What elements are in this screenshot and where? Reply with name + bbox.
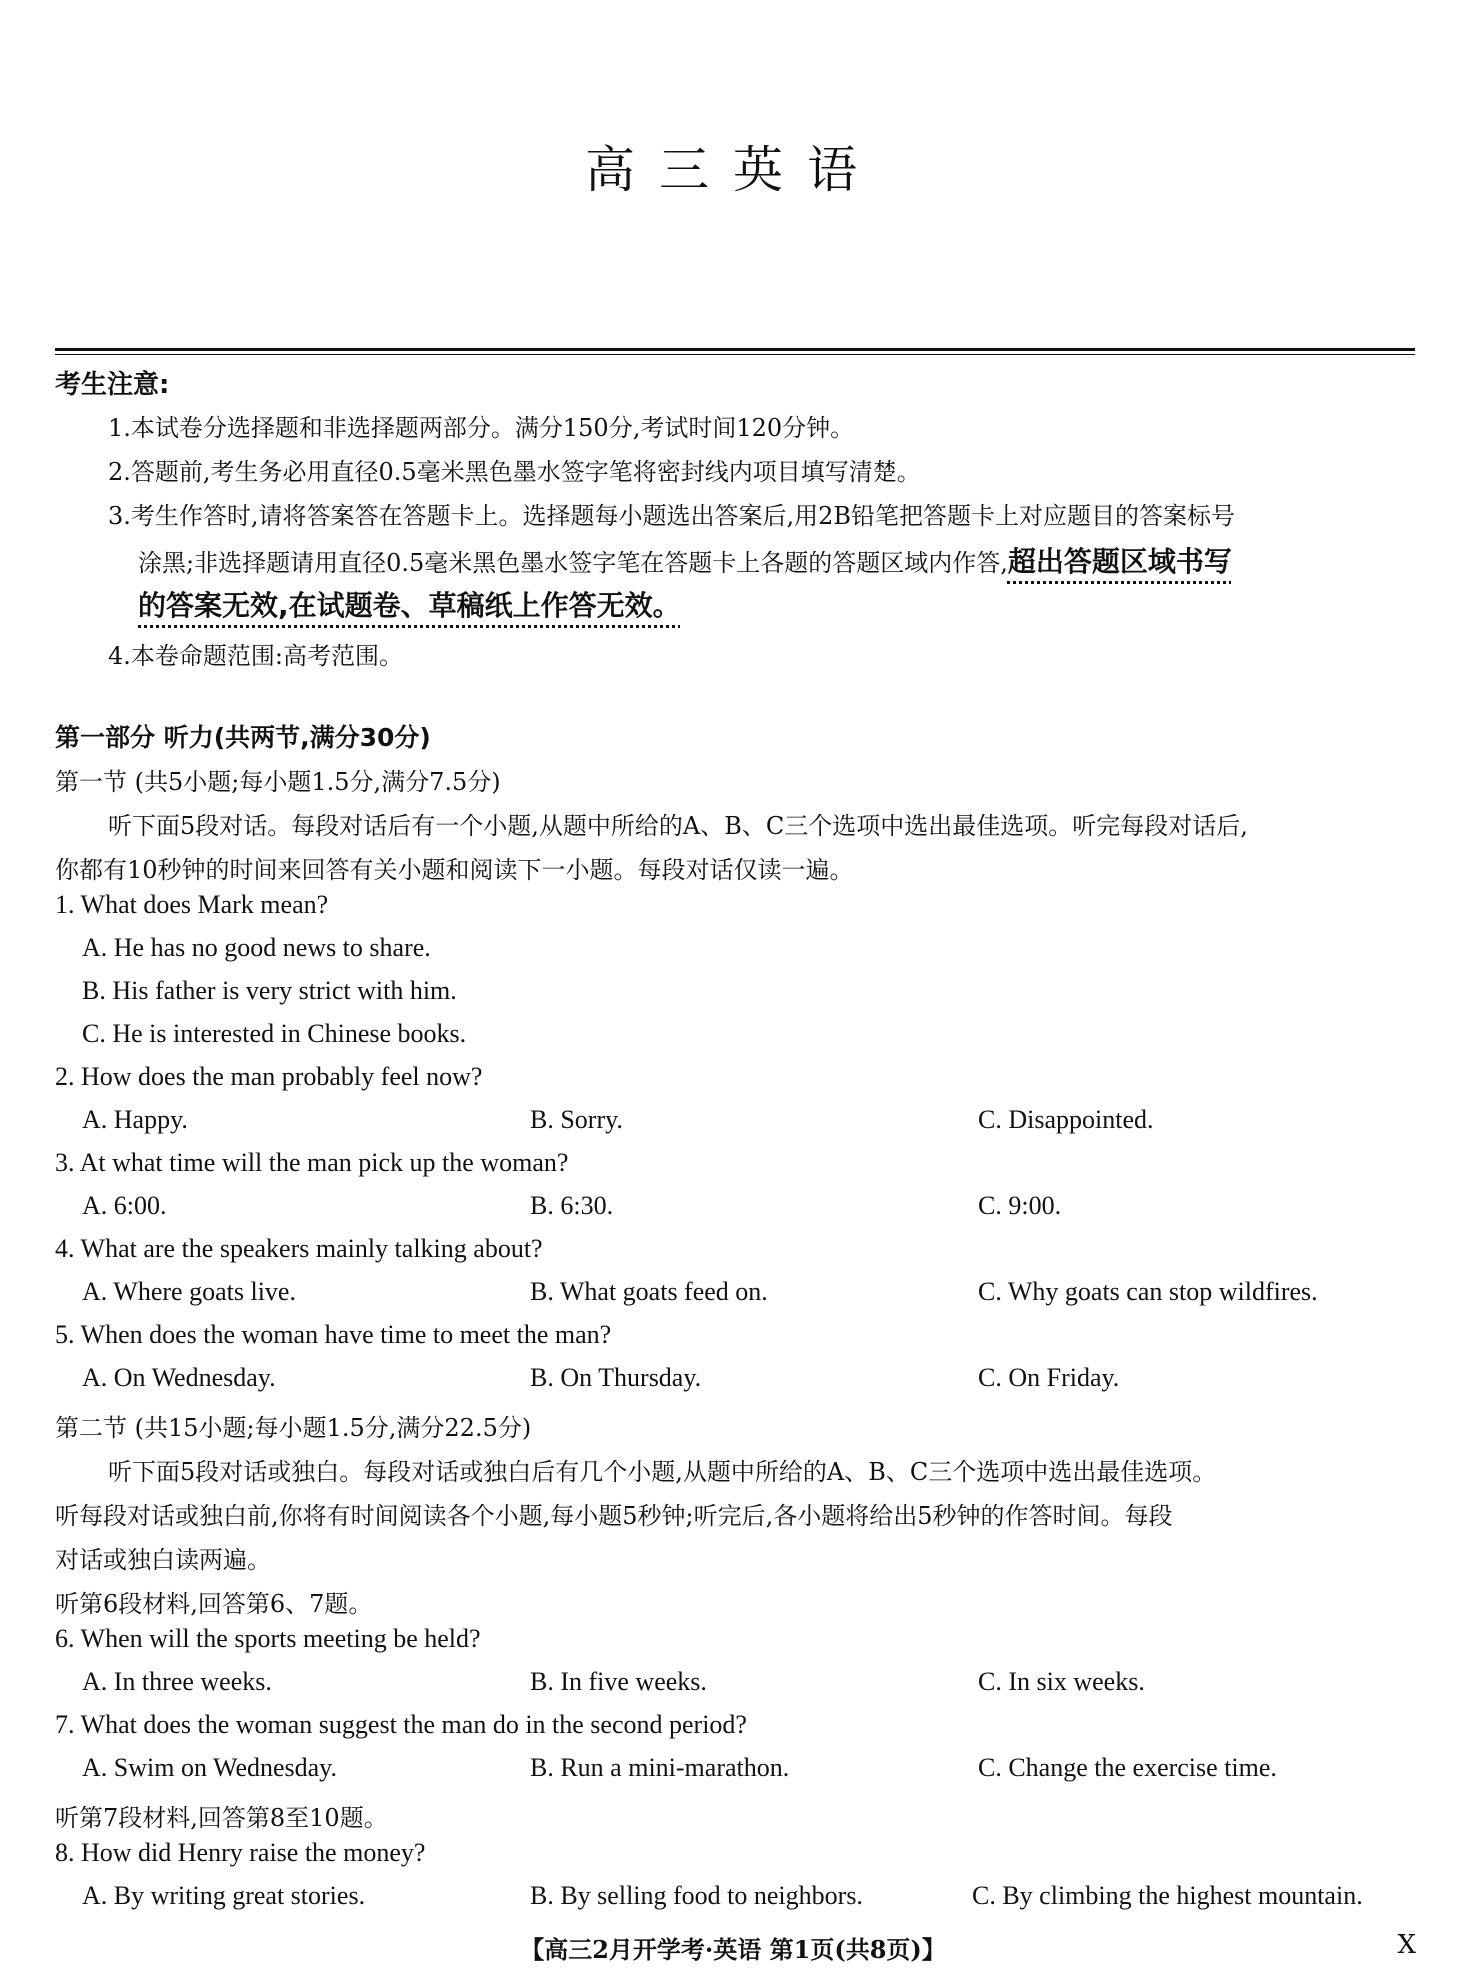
section2-heading: 第二节 (共15小题;每小题1.5分,满分22.5分) (55, 1414, 532, 1442)
q4-stem: 4. What are the speakers mainly talking about? (55, 1234, 543, 1263)
q7-option-c: C. Change the exercise time. (978, 1753, 1277, 1782)
q2-stem: 2. How does the man probably feel now? (55, 1062, 483, 1091)
q6-option-c: C. In six weeks. (978, 1667, 1145, 1696)
material-6-instruction: 听第6段材料,回答第6、7题。 (55, 1590, 373, 1618)
q3-option-a: A. 6:00. (82, 1191, 167, 1220)
q3-stem: 3. At what time will the man pick up the woman? (55, 1148, 569, 1177)
page-code: X (1397, 1930, 1416, 1960)
q5-option-b: B. On Thursday. (530, 1363, 702, 1392)
q6-option-b: B. In five weeks. (530, 1667, 707, 1696)
page-title: 高三英语 (585, 141, 881, 199)
section2-instructions-line1: 听下面5段对话或独白。每段对话或独白后有几个小题,从题中所给的A、B、C三个选项中选出最佳选项。 (108, 1458, 1217, 1486)
q7-option-a: A. Swim on Wednesday. (82, 1753, 337, 1782)
notice-item-3-line3: 的答案无效,在试题卷、草稿纸上作答无效。 (138, 589, 681, 622)
notice-heading: 考生注意: (55, 370, 170, 400)
q2-option-b: B. Sorry. (530, 1105, 623, 1134)
q2-option-c: C. Disappointed. (978, 1105, 1154, 1134)
page-footer: 【高三2月开学考·英语 第1页(共8页)】 (520, 1935, 946, 1964)
q4-option-c: C. Why goats can stop wildfires. (978, 1277, 1318, 1306)
q8-option-b: B. By selling food to neighbors. (530, 1881, 863, 1910)
notice-item-1: 1.本试卷分选择题和非选择题两部分。满分150分,考试时间120分钟。 (108, 414, 855, 442)
q7-option-b: B. Run a mini-marathon. (530, 1753, 790, 1782)
notice-item-3-emphasis: 超出答题区域书写 (1007, 545, 1232, 578)
section2-instructions-line3: 对话或独白读两遍。 (55, 1546, 271, 1574)
q3-option-c: C. 9:00. (978, 1191, 1062, 1220)
q4-option-a: A. Where goats live. (82, 1277, 296, 1306)
section2-instructions-line2: 听每段对话或独白前,你将有时间阅读各个小题,每小题5秒钟;听完后,各小题将给出5秒钟的作答时间。每段 (55, 1502, 1173, 1530)
q1-option-b: B. His father is very strict with him. (82, 976, 457, 1005)
q1-option-c: C. He is interested in Chinese books. (82, 1019, 467, 1048)
q2-option-a: A. Happy. (82, 1105, 188, 1134)
q1-option-a: A. He has no good news to share. (82, 933, 431, 962)
q8-option-c: C. By climbing the highest mountain. (972, 1881, 1363, 1910)
q6-option-a: A. In three weeks. (82, 1667, 272, 1696)
header-divider-thin (55, 354, 1415, 355)
q5-option-a: A. On Wednesday. (82, 1363, 276, 1392)
q3-option-b: B. 6:30. (530, 1191, 614, 1220)
part1-heading: 第一部分 听力(共两节,满分30分) (55, 723, 431, 752)
notice-item-3-line1: 3.考生作答时,请将答案答在答题卡上。选择题每小题选出答案后,用2B铅笔把答题卡上对应题目的答案标号 (108, 502, 1236, 530)
notice-item-2: 2.答题前,考生务必用直径0.5毫米黑色墨水签字笔将密封线内项目填写清楚。 (108, 458, 921, 486)
q8-stem: 8. How did Henry raise the money? (55, 1838, 426, 1867)
q7-stem: 7. What does the woman suggest the man do in the second period? (55, 1710, 747, 1739)
material-7-instruction: 听第7段材料,回答第8至10题。 (55, 1804, 388, 1832)
header-divider (55, 348, 1415, 351)
q4-option-b: B. What goats feed on. (530, 1277, 768, 1306)
q6-stem: 6. When will the sports meeting be held? (55, 1624, 481, 1653)
section1-heading: 第一节 (共5小题;每小题1.5分,满分7.5分) (55, 768, 501, 796)
section1-instructions-line2: 你都有10秒钟的时间来回答有关小题和阅读下一小题。每段对话仅读一遍。 (55, 856, 854, 884)
notice-item-3-plain: 涂黑;非选择题请用直径0.5毫米黑色墨水签字笔在答题卡上各题的答题区域内作答, (138, 549, 1008, 577)
notice-item-3-line2 (138, 540, 1232, 580)
q8-option-a: A. By writing great stories. (82, 1881, 366, 1910)
q5-option-c: C. On Friday. (978, 1363, 1120, 1392)
q1-stem: 1. What does Mark mean? (55, 890, 329, 919)
q5-stem: 5. When does the woman have time to meet the man? (55, 1320, 612, 1349)
section1-instructions-line1: 听下面5段对话。每段对话后有一个小题,从题中所给的A、B、C三个选项中选出最佳选项。听完每段对话后, (108, 812, 1248, 840)
notice-item-4: 4.本卷命题范围:高考范围。 (108, 642, 403, 670)
